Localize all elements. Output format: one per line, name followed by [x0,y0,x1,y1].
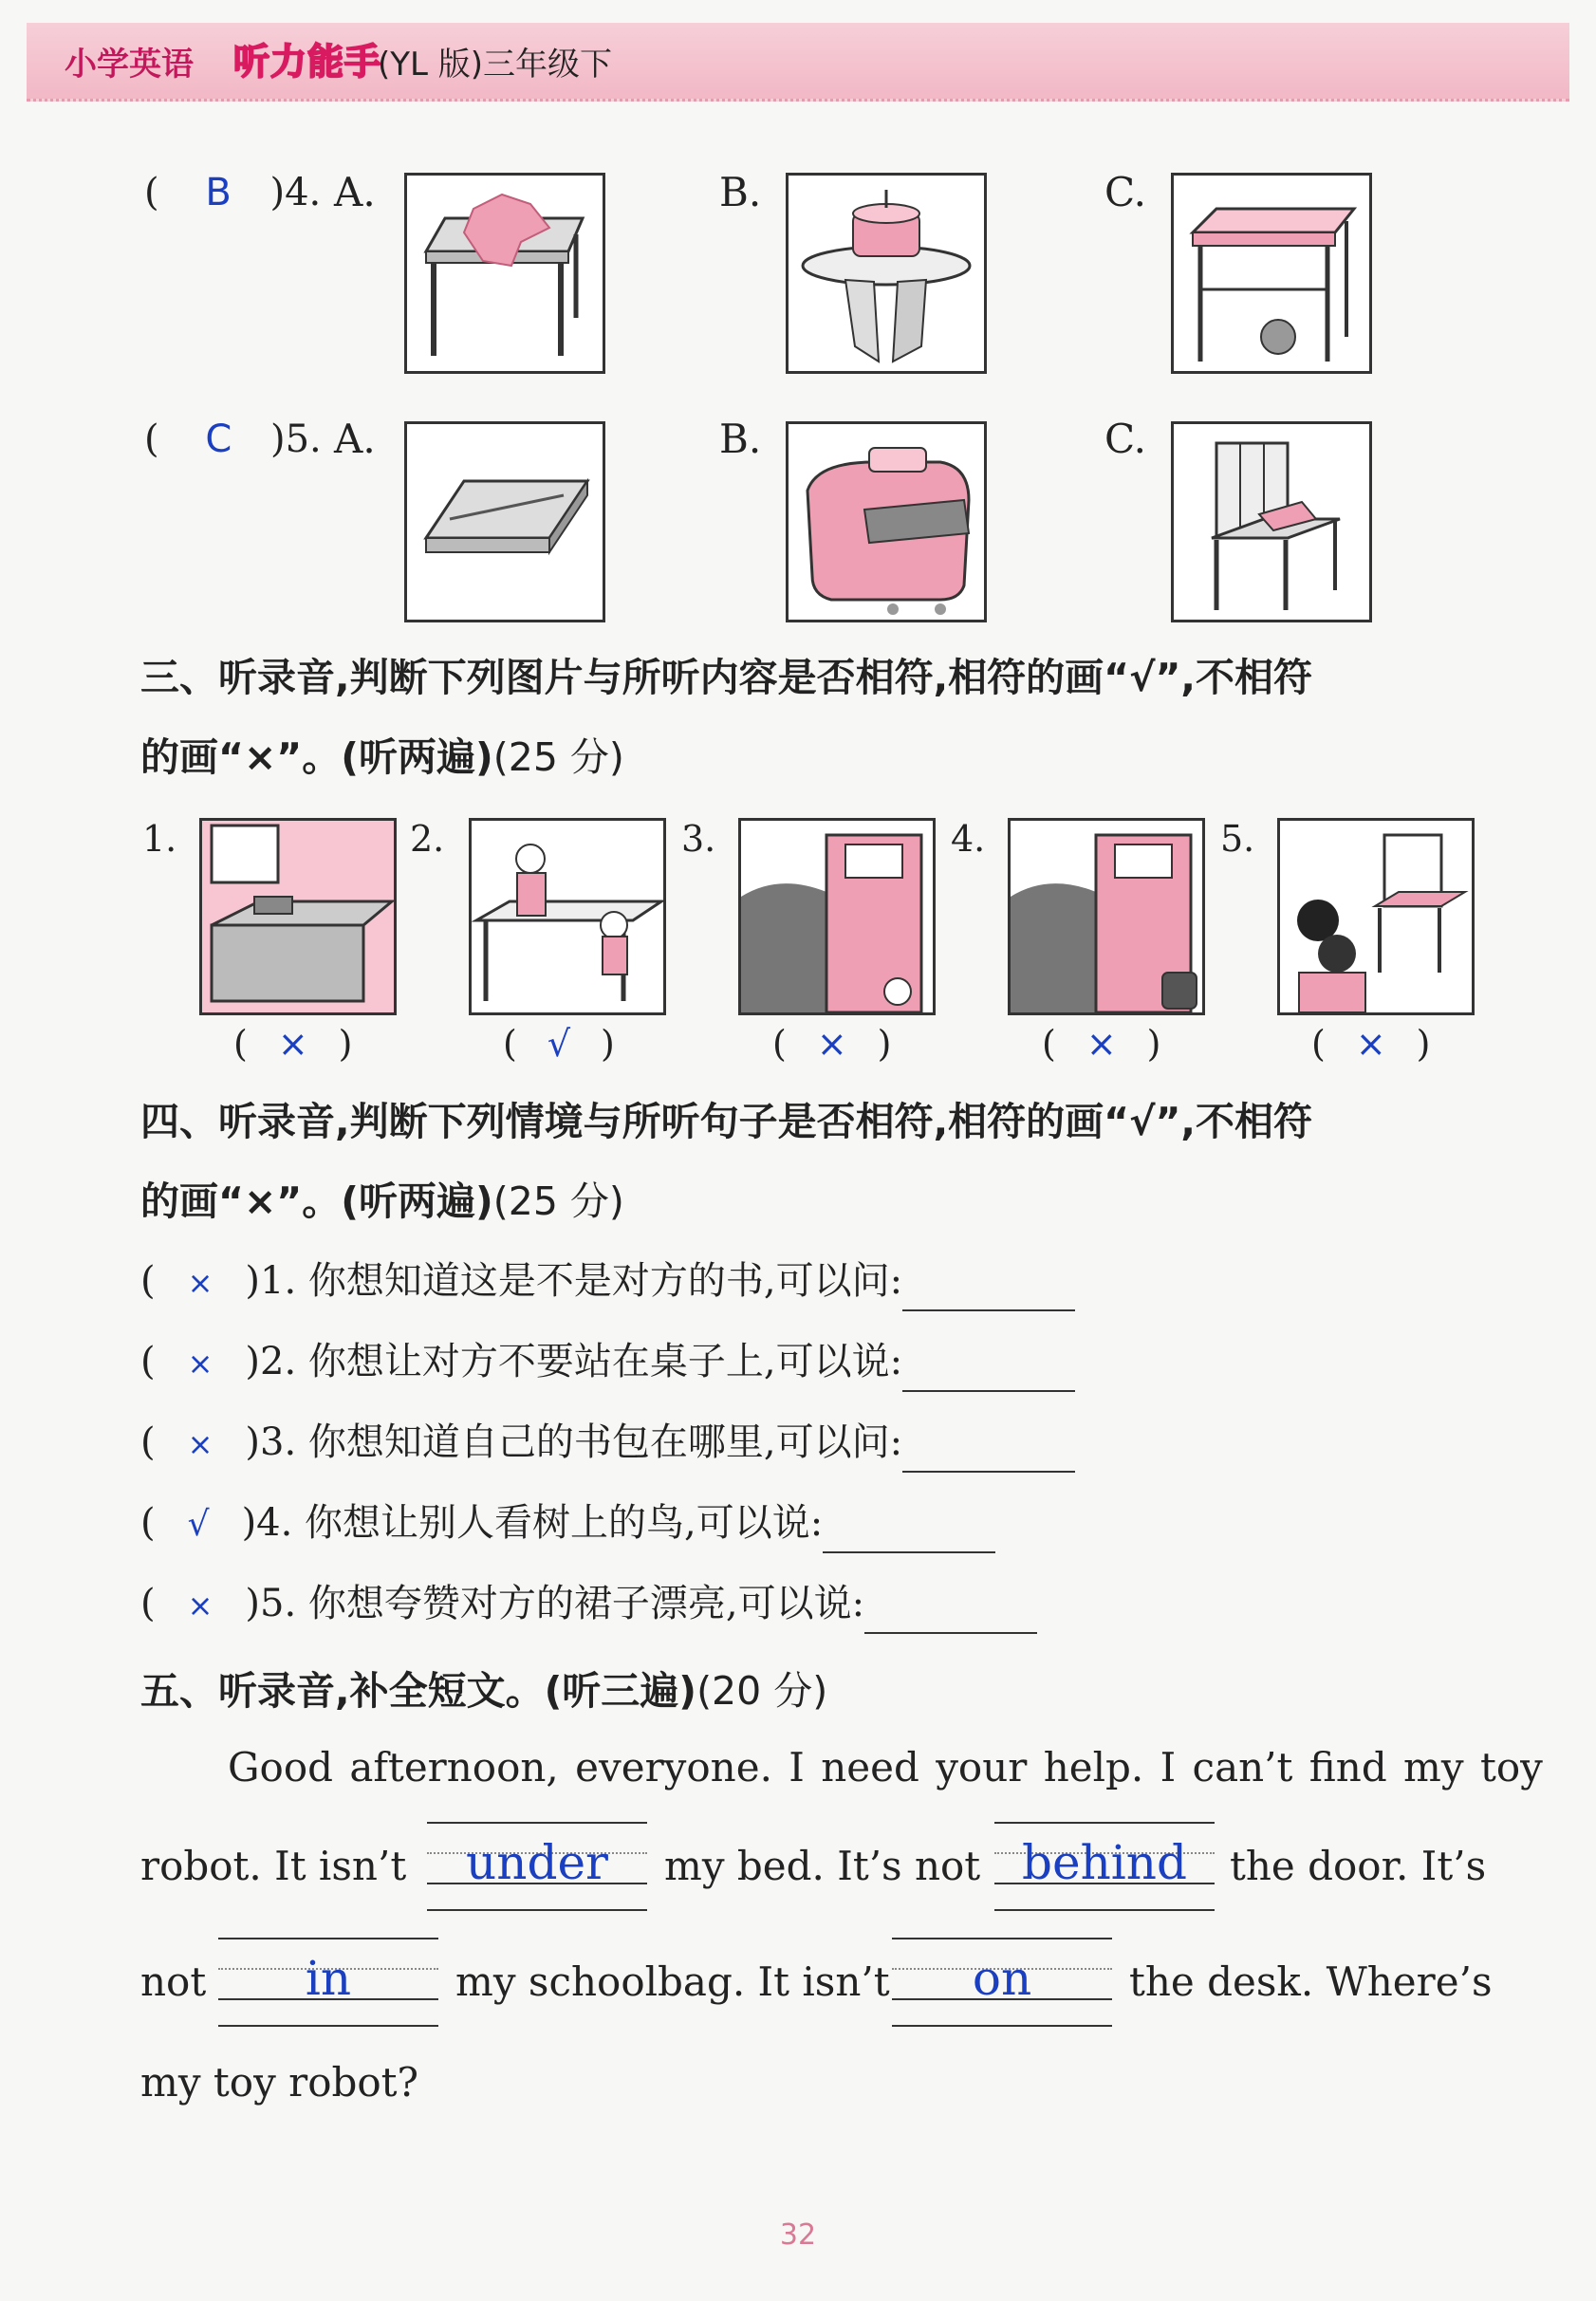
item-number: )5. [269,418,322,461]
answer-mark: C [205,418,232,461]
page-header [27,23,1569,102]
brand-title: 小学英语 [65,46,194,84]
judge-mark: × [187,1265,213,1301]
item-number: )4. [269,171,322,214]
answer-mark: B [205,171,232,214]
option-label-b: B. [719,169,762,215]
option-label-b: B. [719,416,762,462]
passage-line-4: my toy robot? [140,2059,419,2106]
fill-answer: on [972,1951,1032,2006]
picture-shirt-on-desk [404,173,605,374]
judge-mark: × [1355,1023,1386,1065]
list-item: ( × )3. 你想知道自己的书包在哪里,可以问: [140,1414,1075,1471]
item-number: 5. [1220,818,1255,860]
list-item: ( × )1. 你想知道这是不是对方的书,可以问: [140,1253,1075,1309]
answer-blank[interactable] [902,1268,1075,1311]
option-label-c: C. [1104,169,1146,215]
judge-mark: √ [547,1023,571,1065]
fill-blank-4[interactable] [892,1938,1112,2027]
option-label-a: A. [334,169,376,215]
judge-mark: × [187,1345,213,1382]
passage-text: the door. It’s [1230,1843,1487,1889]
picture-kids-and-chair [1277,818,1475,1015]
judge-mark: × [816,1023,847,1065]
item-number: 3. [681,818,716,860]
option-label-c: C. [1104,416,1146,462]
picture-desk-room [199,818,397,1015]
judge-mark: √ [187,1505,210,1544]
judge-mark: × [1086,1023,1117,1065]
picture-cat-behind-door [738,818,936,1015]
answer-blank[interactable] [902,1348,1075,1392]
fill-blank-1[interactable] [427,1822,647,1911]
picture-pencil-box [404,421,605,622]
list-item: ( × )5. 你想夸赞对方的裙子漂亮,可以说: [140,1575,1037,1632]
series-logo: 听力能手 [233,41,382,83]
section-5-title: 五、听录音,补全短文。(听三遍)(20 分) [140,1668,828,1714]
passage-line-1: Good afternoon, everyone. I need your help. I can’t find my toy [228,1744,1543,1791]
passage-text: the desk. Where’s [1129,1958,1493,2005]
judge-mark: × [187,1426,213,1462]
passage-text: my schoolbag. It isn’t [455,1958,890,2005]
item-number: 4. [951,818,986,860]
picture-bag-behind-door [1008,818,1205,1015]
open-paren: ( [144,418,159,461]
page-number: 32 [779,2218,817,2252]
passage-text: my bed. It’s not [664,1843,981,1889]
picture-book-on-chair [1171,421,1372,622]
option-label-a: A. [334,416,376,462]
fill-blank-2[interactable] [994,1822,1215,1911]
fill-answer: in [305,1951,352,2006]
edition-label: (YL 版)三年级下 [378,46,613,84]
section-3-title: 三、听录音,判断下列图片与所听内容是否相符,相符的画“√”,不相符 的画“×”。(听两遍)(25 分) [140,655,1312,780]
item-number: 1. [142,818,177,860]
judge-mark: × [277,1023,308,1065]
fill-answer: behind [1022,1835,1187,1890]
list-item: ( √ )4. 你想让别人看树上的鸟,可以说: [140,1494,995,1551]
passage-text: robot. It isn’t [140,1843,407,1889]
open-paren: ( [144,171,159,214]
picture-ball-under-desk [1171,173,1372,374]
list-item: ( × )2. 你想让对方不要站在桌子上,可以说: [140,1333,1075,1390]
item-number: 2. [410,818,445,860]
judge-mark: × [187,1587,213,1624]
answer-blank[interactable] [823,1510,995,1553]
section-4-title: 四、听录音,判断下列情境与所听句子是否相符,相符的画“√”,不相符 的画“×”。(听两遍)(25 分) [140,1099,1312,1224]
passage-text: not [140,1958,207,2005]
answer-blank[interactable] [902,1429,1075,1473]
answer-blank[interactable] [864,1590,1037,1634]
picture-book-on-schoolbag [786,421,987,622]
picture-cake-on-table [786,173,987,374]
fill-answer: under [466,1835,608,1890]
fill-blank-3[interactable] [218,1938,438,2027]
picture-kids-at-table [469,818,666,1015]
